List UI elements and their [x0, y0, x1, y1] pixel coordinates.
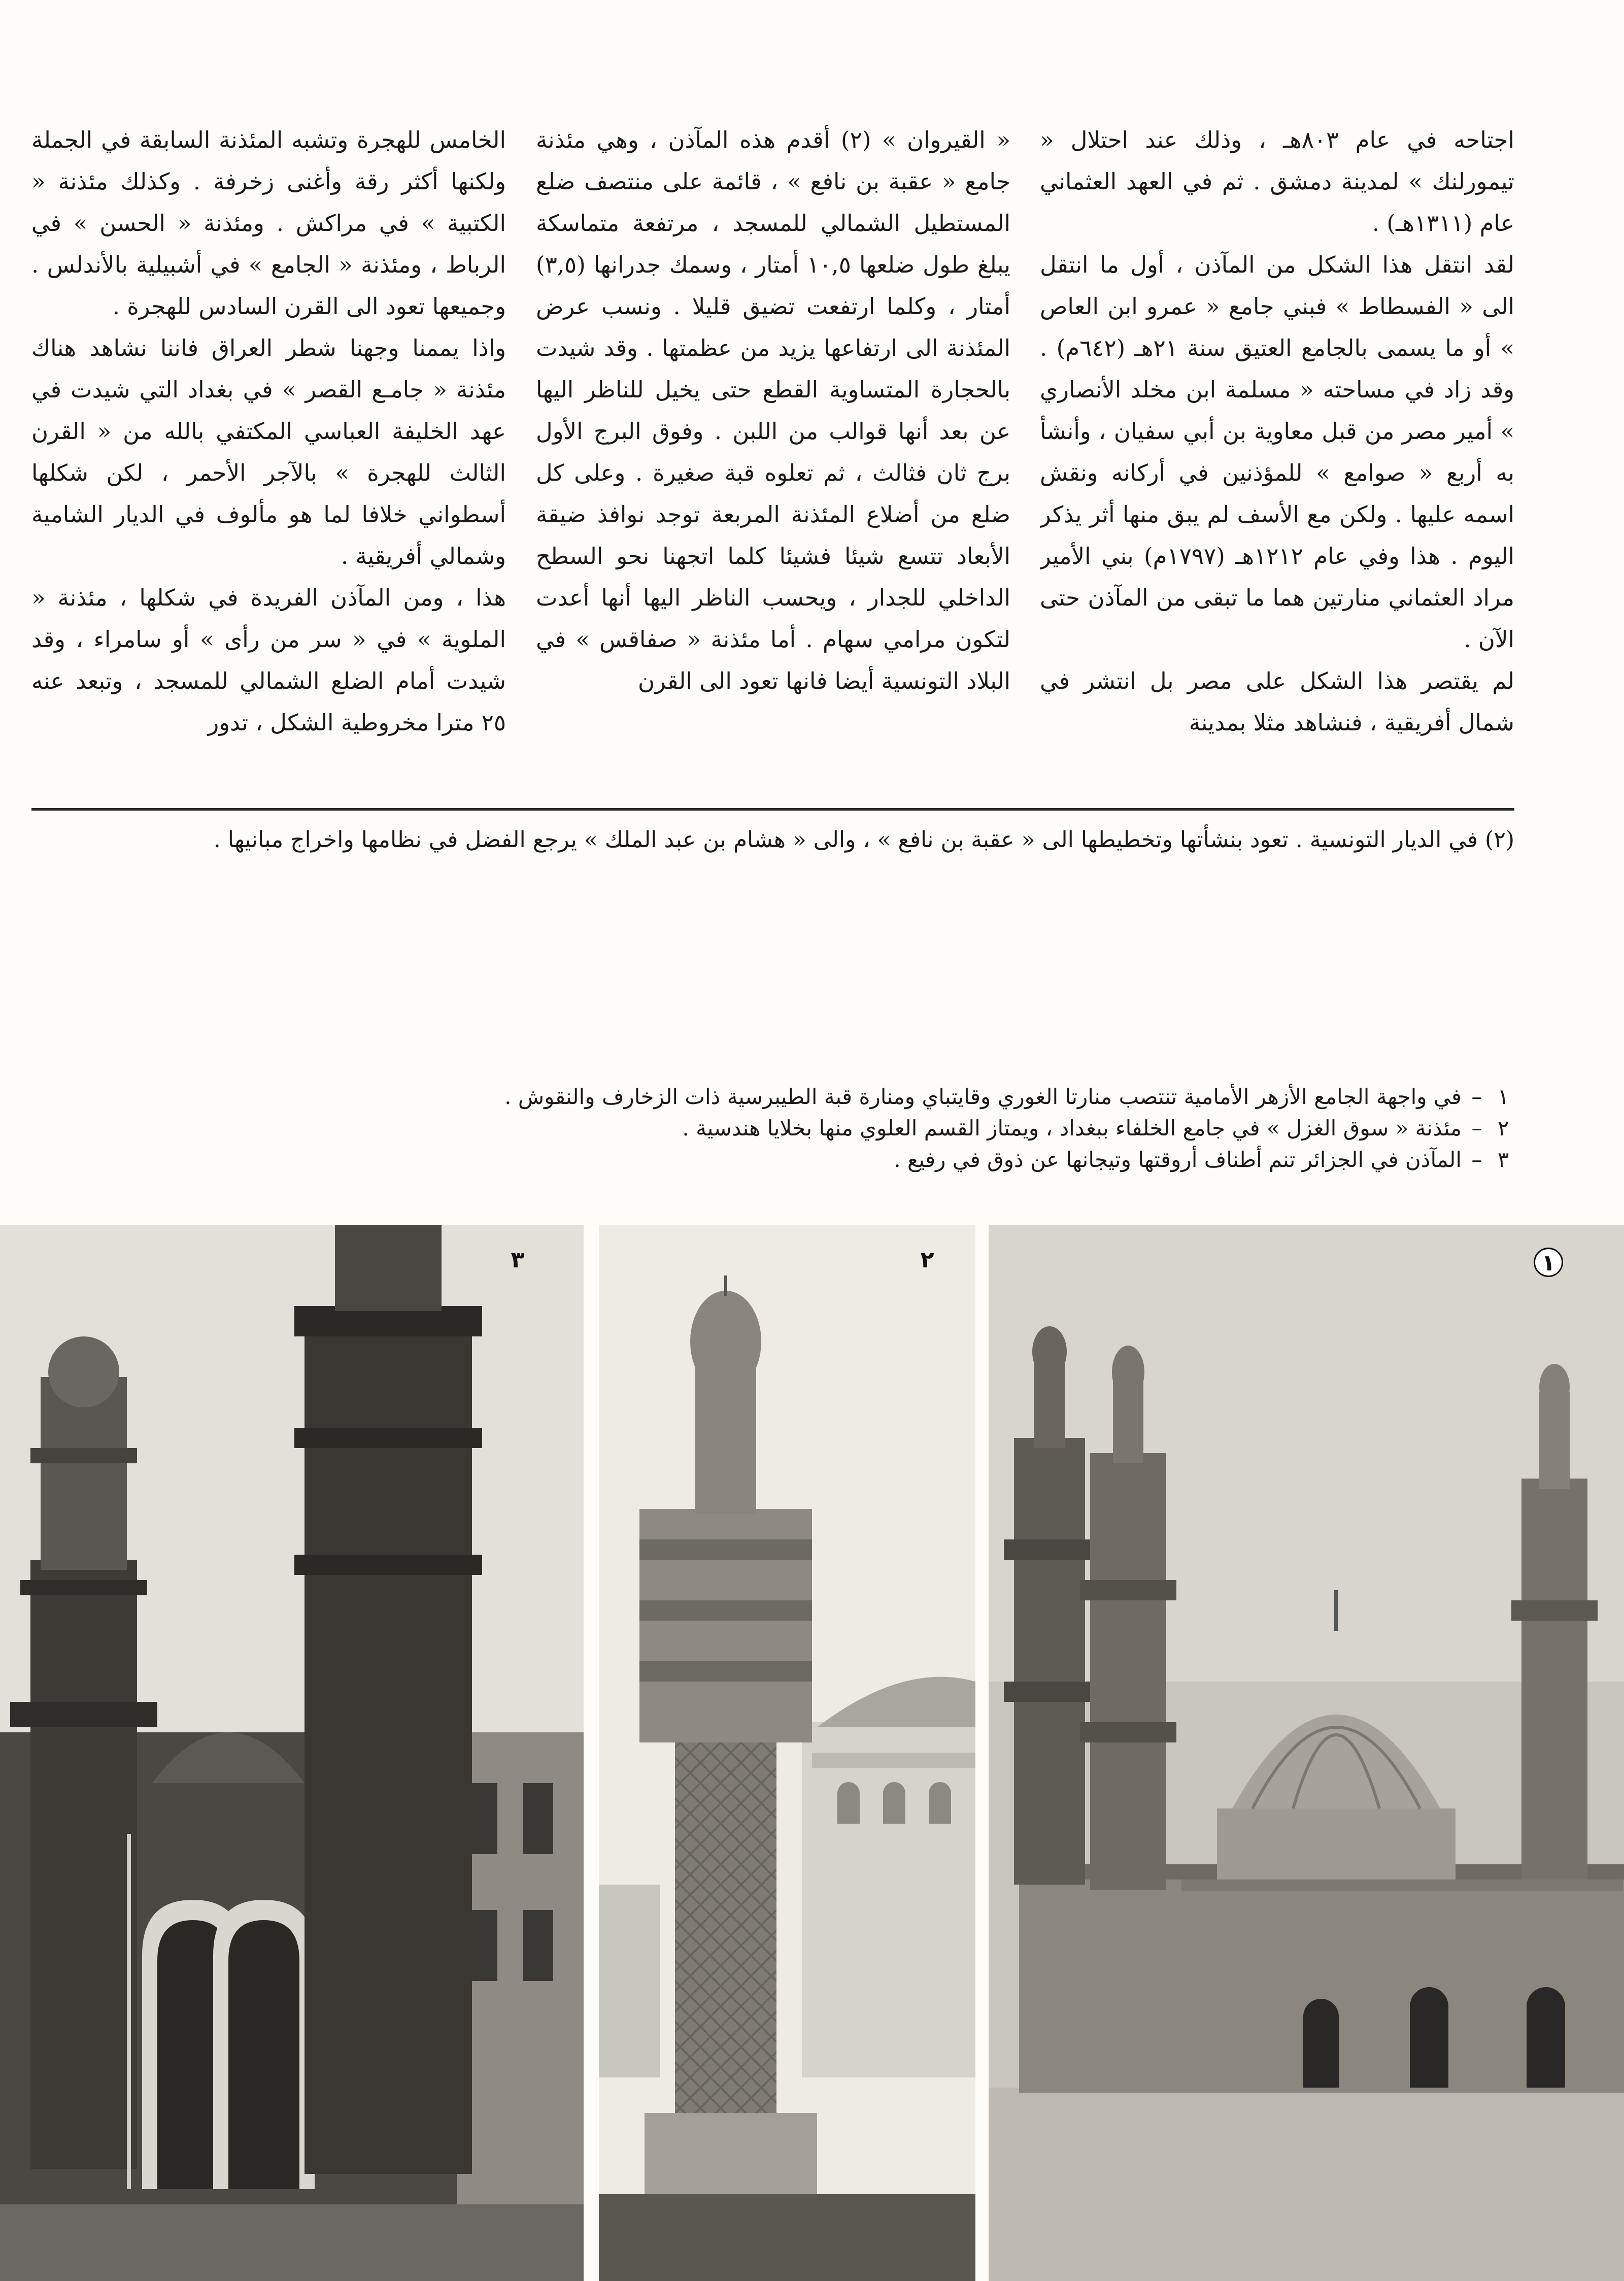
- paragraph: واذا يممنا وجهنا شطر العراق فاننا نشاهد هناك مئذنة « جامـع القصر » في بغداد التي شيدت في عهد الخليفة العباسي المكتفي بالله من « القرن الثالث للهجرة » بالآجر الأحمر ، لكن شكلها أسطواني خلافا لما هو مألوف في الديار الشامية وشمالي أفريقية .: [31, 334, 506, 569]
- caption-2: [296, 1113, 1514, 1144]
- caption-text: مئذنة « سوق الغزل » في جامع الخلفاء ببغداد ، ويمتاز القسم العلوي منها بخلايا هندسية .: [682, 1116, 1462, 1140]
- paragraph: اجتاحه في عام ٨٠٣هـ ، وذلك عند احتلال « تيمورلنك » لمدينة دمشق . ثم في العهد العثماني عام (١٣١١هـ) .: [1040, 126, 1514, 237]
- al-azhar-minarets-image: [989, 1225, 1624, 2281]
- caption-text: في واجهة الجامع الأزهر الأمامية تنتصب منارتا الغوري وقايتباي ومنارة قبة الطيبرسية ذات الزخارف والنقوش .: [504, 1084, 1462, 1109]
- photo-algiers-minarets: [0, 1225, 584, 2281]
- photo-al-azhar-minarets: [989, 1225, 1624, 2281]
- caption-dash: –: [1471, 1116, 1482, 1140]
- photo-number-label: ٢: [920, 1247, 934, 1273]
- caption-number: ٢: [1497, 1116, 1509, 1140]
- text-column-1: [1040, 119, 1514, 774]
- caption-number: ٣: [1497, 1147, 1509, 1172]
- paragraph: لقد انتقل هذا الشكل من المآذن ، أول ما انتقل الى « الفسطاط » فبني جامع « عمرو ابن العاص » أو ما يسمى بالجامع العتيق سنة ٢١هـ (٦٤٢م) . وقد زاد في مساحته « مسلمة ابن مخلد الأنصاري » أمير مصر من قبل معاوية بن أبي سفيان ، وأنشأ به أربع « صوامع » للمؤذنين في أركانه ونقش اسمه عليها . ولكن مع الأسف لم يبق منها أثر يذكر اليوم . هذا وفي عام ١٢١٢هـ (١٧٩٧م) بني الأمير مراد العثماني منارتين هما ما تبقى من المآذن حتى الآن .: [1040, 251, 1514, 653]
- paragraph: الخامس للهجرة وتشبه المئذنة السابقة في الجملة ولكنها أكثر رقة وأغنى زخرفة . وكذلك مئذنة « الكتبية » في مراكش . ومئذنة « الحسن » في الرباط ، ومئذنة « الجامع » في أشبيلية بالأندلس . وجميعها تعود الى القرن السادس للهجرة .: [31, 126, 506, 320]
- footnote: (٢) في الديار التونسية . تعود بنشأتها وتخطيطها الى « عقبة بن نافع » ، والى « هشام بن عبد الملك » يرجع الفضل في نظامها واخراج مبانيها .: [213, 827, 1514, 853]
- algiers-minarets-image: [0, 1225, 584, 2281]
- paragraph: لم يقتصر هذا الشكل على مصر بل انتشر في شمال أفريقية ، فنشاهد مثلا بمدينة: [1040, 667, 1514, 736]
- caption-number: ١: [1497, 1084, 1509, 1109]
- paragraph: « القيروان » (٢) أقدم هذه المآذن ، وهي مئذنة جامع « عقبة بن نافع » ، قائمة على منتصف ضلع المستطيل الشمالي للمسجد ، مرتفعة متماسكة يبلغ طول ضلعها ١٠,٥ أمتار ، وسمك جدرانها (٣,٥) أمتار ، وكلما ارتفعت تضيق قليلا . ونسب عرض المئذنة الى ارتفاعها يزيد من عظمتها . وقد شيدت بالحجارة المتساوية القطع حتى يخيل للناظر اليها عن بعد أنها قوالب من اللبن . وفوق البرج الأول برج ثان فثالث ، ثم تعلوه قبة صغيرة . وعلى كل ضلع من أضلاع المئذنة المربعة توجد نوافذ ضيقة الأبعاد تتسع شيئا فشيئا كلما اتجهنا نحو السطح الداخلي للجدار ، ويحسب الناظر اليها أنها أعدت لتكون مرامي سهام . أما مئذنة « صفاقس » في البلاد التونسية أيضا فانها تعود الى القرن: [536, 126, 1010, 694]
- caption-text: المآذن في الجزائر تنم أطناف أروقتها وتيجانها عن ذوق في رفيع .: [894, 1147, 1462, 1172]
- article-body: [31, 119, 1514, 774]
- photo-number-badge: ١: [1534, 1248, 1563, 1277]
- caption-1: [296, 1081, 1514, 1113]
- caption-3: [296, 1144, 1514, 1176]
- photo-number-label: ٣: [511, 1247, 525, 1273]
- paragraph: هذا ، ومن المآذن الفريدة في شكلها ، مئذنة « الملوية » في « سر من رأى » أو سامراء ، وقد شيدت أمام الضلع الشمالي للمسجد ، وتبعد عنه ٢٥ مترا مخروطية الشكل ، تدور: [31, 584, 506, 736]
- photo-suq-al-ghazl-minaret: [599, 1225, 975, 2281]
- text-column-3: [31, 119, 506, 774]
- photo-captions: [296, 1081, 1514, 1176]
- text-column-2: [536, 119, 1010, 774]
- footnote-divider: [31, 808, 1514, 811]
- suq-al-ghazl-minaret-image: [599, 1225, 975, 2281]
- caption-dash: –: [1471, 1147, 1482, 1172]
- caption-dash: –: [1471, 1084, 1482, 1109]
